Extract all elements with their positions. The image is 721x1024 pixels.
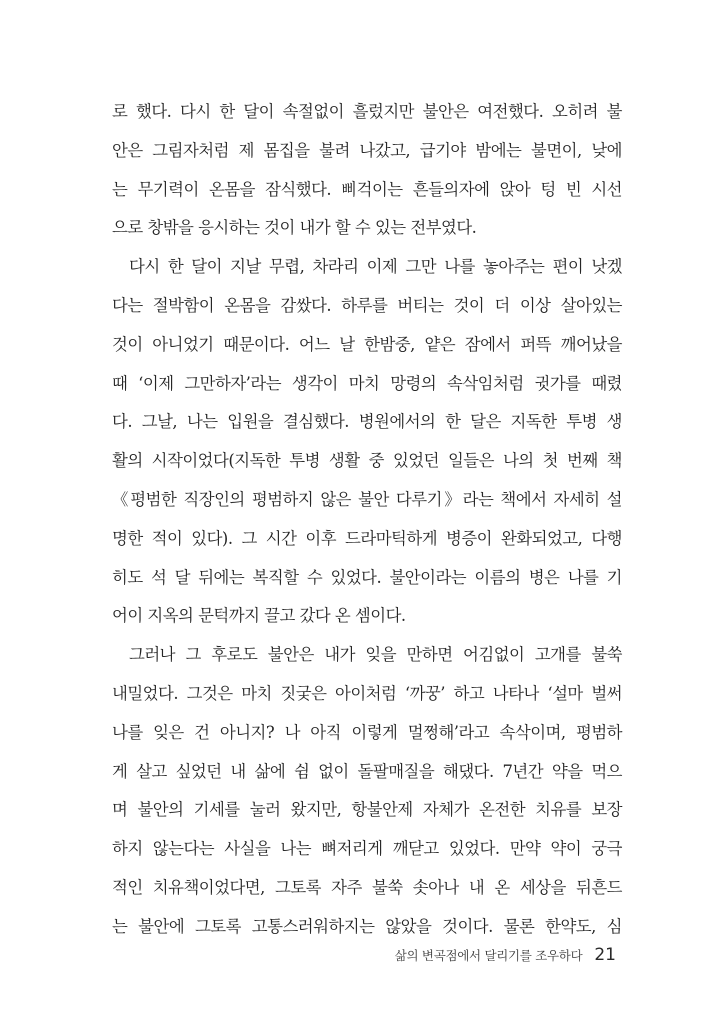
text-line: 며 불안의 기세를 눌러 왔지만, 항불안제 자체가 온전한 치유를 보장 xyxy=(112,800,622,820)
text-line: 때 ‘이제 그만하자’라는 생각이 마치 망령의 속삭임처럼 귓가를 때렸 xyxy=(112,373,622,393)
text-line: 으로 창밖을 응시하는 것이 내가 할 수 있는 전부였다. xyxy=(112,218,477,238)
text-line: 어이 지옥의 문턱까지 끌고 갔다 온 셈이다. xyxy=(112,606,406,626)
text-line: 로 했다. 다시 한 달이 속절없이 흘렀지만 불안은 여전했다. 오히려 불 xyxy=(112,102,622,121)
text-line: 하지 않는다는 사실을 나는 뼈저리게 깨닫고 있었다. 만약 약이 궁극 xyxy=(112,839,622,859)
text-line: 《평범한 직장인의 평범하지 않은 불안 다루기》라는 책에서 자세히 설 xyxy=(112,489,622,509)
text-line: 는 무기력이 온몸을 잠식했다. 삐걱이는 흔들의자에 앉아 텅 빈 시선 xyxy=(112,179,622,199)
text-line: 활의 시작이었다(지독한 투병 생활 중 있었던 일들은 나의 첫 번째 책 xyxy=(112,451,622,471)
text-line: 것이 아니었기 때문이다. 어느 날 한밤중, 얕은 잠에서 퍼뜩 깨어났을 xyxy=(112,334,622,354)
text-line: 다. 그날, 나는 입원을 결심했다. 병원에서의 한 달은 지독한 투병 생 xyxy=(112,412,622,432)
text-line: 다시 한 달이 지날 무렵, 차라리 이제 그만 나를 놓아주는 편이 낫겠 xyxy=(129,257,622,277)
text-line: 다는 절박함이 온몸을 감쌌다. 하루를 버티는 것이 더 이상 살아있는 xyxy=(112,295,622,315)
text-line: 적인 치유책이었다면, 그토록 자주 불쑥 솟아나 내 온 세상을 뒤흔드 xyxy=(112,877,622,897)
text-line: 명한 적이 있다). 그 시간 이후 드라마틱하게 병증이 완화되었고, 다행 xyxy=(112,528,622,548)
body-text xyxy=(112,93,622,947)
page-number: 21 xyxy=(594,945,616,965)
text-line: 안은 그림자처럼 제 몸집을 불려 나갔고, 급기야 밤에는 불면이, 낮에 xyxy=(112,140,622,160)
text-line: 나를 잊은 건 아니지? 나 아직 이렇게 멀쩡해’라고 속삭이며, 평범하 xyxy=(112,722,622,742)
text-line: 게 살고 싶었던 내 삶에 쉼 없이 돌팔매질을 해댔다. 7년간 약을 먹으 xyxy=(112,761,622,781)
running-title: 삶의 변곡점에서 달리기를 조우하다 xyxy=(394,948,583,963)
text-line: 내밀었다. 그것은 마치 짓궂은 아이처럼 ‘까꿍’ 하고 나타나 ‘설마 벌써 xyxy=(112,683,622,703)
text-line: 그러나 그 후로도 불안은 내가 잊을 만하면 어김없이 고개를 불쑥 xyxy=(129,645,622,665)
text-line: 는 불안에 그토록 고통스러워하지는 않았을 것이다. 물론 한약도, 심 xyxy=(112,916,622,936)
page-footer xyxy=(395,945,616,965)
text-line: 히도 석 달 뒤에는 복직할 수 있었다. 불안이라는 이름의 병은 나를 기 xyxy=(112,567,622,587)
